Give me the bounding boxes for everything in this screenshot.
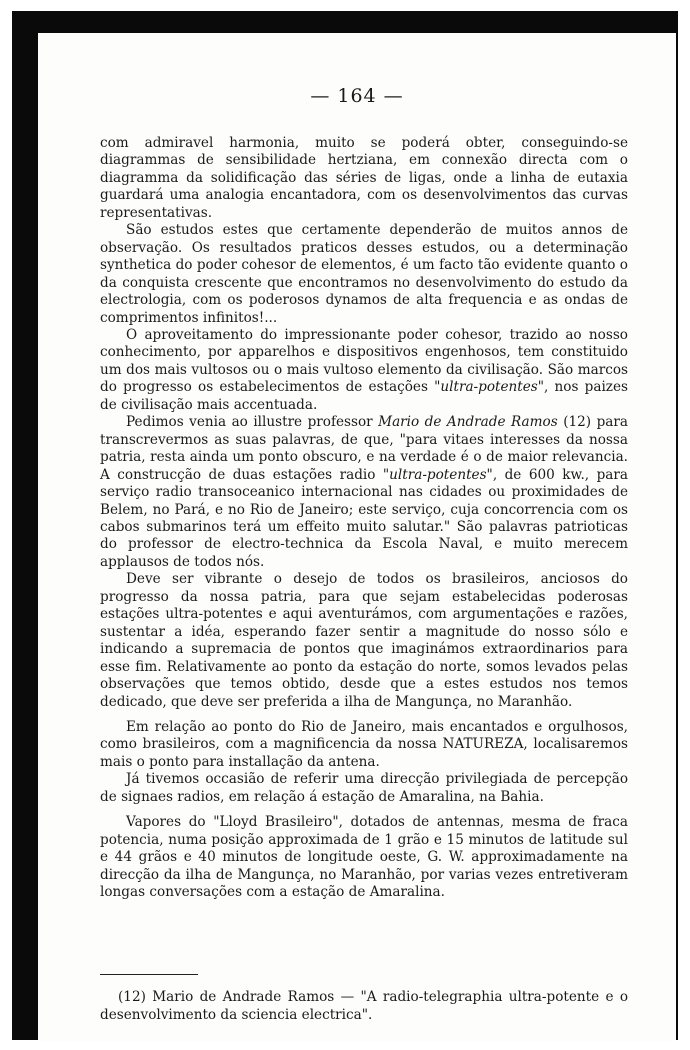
- paragraph: Vapores do "Lloyd Brasileiro", dotados de antennas, mesma de fraca potencia, numa posição approximada de 1 grão e 15 minutos de latitude sul e 44 grãos e 40 minutos de longitude oeste, G. W. approximadamente na direcção da ilha de Mangunça, no Maranhão, por varias vezes entretiveram longas conversações com a estação de Amaralina.: [100, 814, 628, 901]
- body-text: [100, 135, 628, 901]
- paragraph: Já tivemos occasião de referir uma direcção privilegiada de percepção de signaes radios, em relação á estação de Amaralina, na Bahia.: [100, 771, 628, 805]
- paragraph: O aproveitamento do impressionante poder cohesor, trazido ao nosso conhecimento, por apparelhos e dispositivos engenhosos, tem constituido um dos mais vultosos ou o mais vultoso elemento da civilisação. São marcos do progresso os estabelecimentos de estações "ultra-potentes", nos paizes de civilisação mais accentuada.: [100, 326, 628, 413]
- footnote-rule: [100, 974, 198, 975]
- footnote-text: (12) Mario de Andrade Ramos — "A radio-telegraphia ultra-potente e o desenvolvimento da sciencia electrica".: [100, 989, 628, 1023]
- book-page: [38, 33, 676, 1041]
- paragraph: São estudos estes que certamente dependerão de muitos annos de observação. Os resultados praticos desses estudos, ou a determinação synthetica do poder cohesor de elementos, é um facto tão evidente quanto o da conquista crescente que encontramos no desenvolvimento do estudo da electrologia, com os poderosos dynamos de alta frequencia e as ondas de comprimentos infinitos!...: [100, 222, 628, 326]
- paragraph: Em relação ao ponto do Rio de Janeiro, mais encantados e orgulhosos, como brasileiros, com a magnificencia da nossa NATUREZA, localisaremos mais o ponto para installação da antena.: [100, 718, 628, 770]
- author-name: Mario de Andrade Ramos: [378, 414, 558, 431]
- scan-border: [12, 11, 678, 1040]
- footnote: [100, 989, 628, 1024]
- emphasis: "ultra-potentes": [434, 379, 545, 396]
- paragraph: Deve ser vibrante o desejo de todos os brasileiros, anciosos do progresso da nossa patria, para que sejam estabelecidas poderosas estações ultra-potentes e aqui aventurámos, com argumentações e razões, sustentar a idéa, esperando fazer sentir a magnitude do nosso sólo e indicando a supremacia de pontos que imaginámos extraordinarios para esse fim. Relativamente ao ponto da estação do norte, somos levados pelas observações que temos obtido, desde que a estes estudos nos temos dedicado, que deve ser preferida a ilha de Mangunça, no Maranhão.: [100, 571, 628, 710]
- paragraph: com admiravel harmonia, muito se poderá obter, conseguindo-se diagrammas de sensibilidade hertziana, em connexão directa com o diagramma da solidificação das séries de ligas, onde a linha de eutaxia guardará uma analogia encantadora, com os desenvolvimentos das curvas representativas.: [100, 135, 628, 221]
- paragraph: Pedimos venia ao illustre professor Mario de Andrade Ramos (12) para transcrevermos as suas palavras, de que, "para vitaes interesses da nossa patria, resta ainda um ponto obscuro, e na verdade é o de maior relevancia. A construcção de duas estações radio "ultra-potentes", de 600 kw., para serviço radio transoceanico internacional nas cidades ou proximidades de Belem, no Pará, e no Rio de Janeiro; este serviço, cuja concorrencia com os cabos submarinos terá um effeito muito salutar." São palavras patrioticas do professor de electro-technica da Escola Naval, e muito merecem applausos de todos nós.: [100, 414, 629, 570]
- page-number: — 164 —: [310, 85, 404, 107]
- emphasis: "ultra-potentes": [382, 466, 493, 483]
